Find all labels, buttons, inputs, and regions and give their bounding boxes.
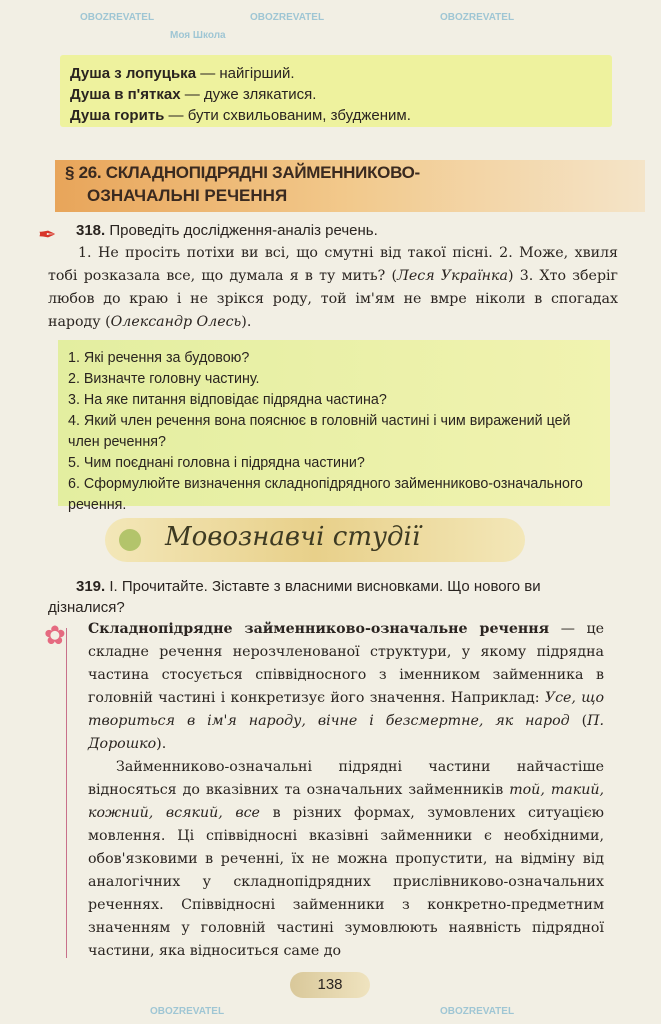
banner-title: Мовознавчі студії xyxy=(165,522,421,552)
page-number: 138 xyxy=(290,972,370,998)
feather-icon: ✒ xyxy=(38,222,57,247)
explanation-text: Займенниково-означальні підрядні частини найчастіше відносяться до вказівних та означальних займенників той, такий, кожний, всякий, все в різних формах, зумовлених ситуацією мовлення. Ці співвідносні вказівні займенники є необхідними, обов'язковими в реченні, їх не можна пропустити, на відміну від аналогічних у складнопідрядних прислівниково-означальних реченнях. Співвідносні займенники з конкретно-предметним значенням у головній частині зумовлюють наявність підрядної частини, яка відноситься саме до xyxy=(88,759,604,959)
question: 2. Визначте головну частину. xyxy=(68,371,260,387)
question: 5. Чим поєднані головна і підрядна частини? xyxy=(68,455,365,471)
idiom: Душа з лопуцька — найгірший. xyxy=(70,65,295,82)
exercise-319-task: 319. І. Прочитайте. Зіставте з власними висновками. Що нового ви дізналися? xyxy=(48,578,541,616)
watermark: OBOZREVATEL xyxy=(250,12,325,23)
watermark: OBOZREVATEL xyxy=(440,1006,515,1017)
section-title-line1: § 26. СКЛАДНОПІДРЯДНІ ЗАЙМЕННИКОВО- xyxy=(65,163,420,182)
watermark: Моя Школа xyxy=(170,30,226,41)
definition-text: Складнопідрядне займенниково-означальне речення — це складне речення нерозчленованої структури, у якому підрядна частина стосується співвідносного з іменником займенника в головній частині і конкретизує його значення. Наприклад: Усе, що твориться в ім'я народу, вічне і безсмертне, як народ (П. Дорошко). xyxy=(88,621,605,752)
exercise-318-task: 318. Проведіть дослідження-аналіз речень. xyxy=(76,222,378,239)
flower-icon: ✿ xyxy=(44,621,66,650)
watermark: OBOZREVATEL xyxy=(440,12,515,23)
leaf-ornament-icon xyxy=(119,529,141,551)
idioms-box xyxy=(60,55,612,127)
watermark: OBOZREVATEL xyxy=(80,12,155,23)
questions-box xyxy=(58,340,610,513)
idiom: Душа горить — бути схвильованим, збудженим. xyxy=(70,107,411,124)
idiom: Душа в п'ятках — дуже злякатися. xyxy=(70,86,317,103)
margin-line xyxy=(66,628,67,958)
watermark: OBOZREVATEL xyxy=(150,1006,225,1017)
question: 1. Які речення за будовою? xyxy=(68,350,250,366)
section-title-line2: ОЗНАЧАЛЬНІ РЕЧЕННЯ xyxy=(87,186,288,205)
question: 3. На яке питання відповідає підрядна частина? xyxy=(68,392,387,408)
section-header xyxy=(55,160,645,212)
exercise-318-text: 1. Не просіть потіхи ви всі, що смутні від такої пісні. 2. Може, хвиля тобі розказала все, що думала я в ту мить? (Леся Українка) 3. Хто зберіг любов до краю і не зрікся роду, той ім'ям не вмре ніколи в спогадах народу (Олександр Олесь). xyxy=(48,245,618,330)
question: 4. Який член речення вона пояснює в головній частині і чим виражений цей член речення? xyxy=(68,413,571,450)
question: 6. Сформулюйте визначення складнопідрядного займенниково-означального речення. xyxy=(68,476,583,513)
section-banner xyxy=(105,518,525,562)
